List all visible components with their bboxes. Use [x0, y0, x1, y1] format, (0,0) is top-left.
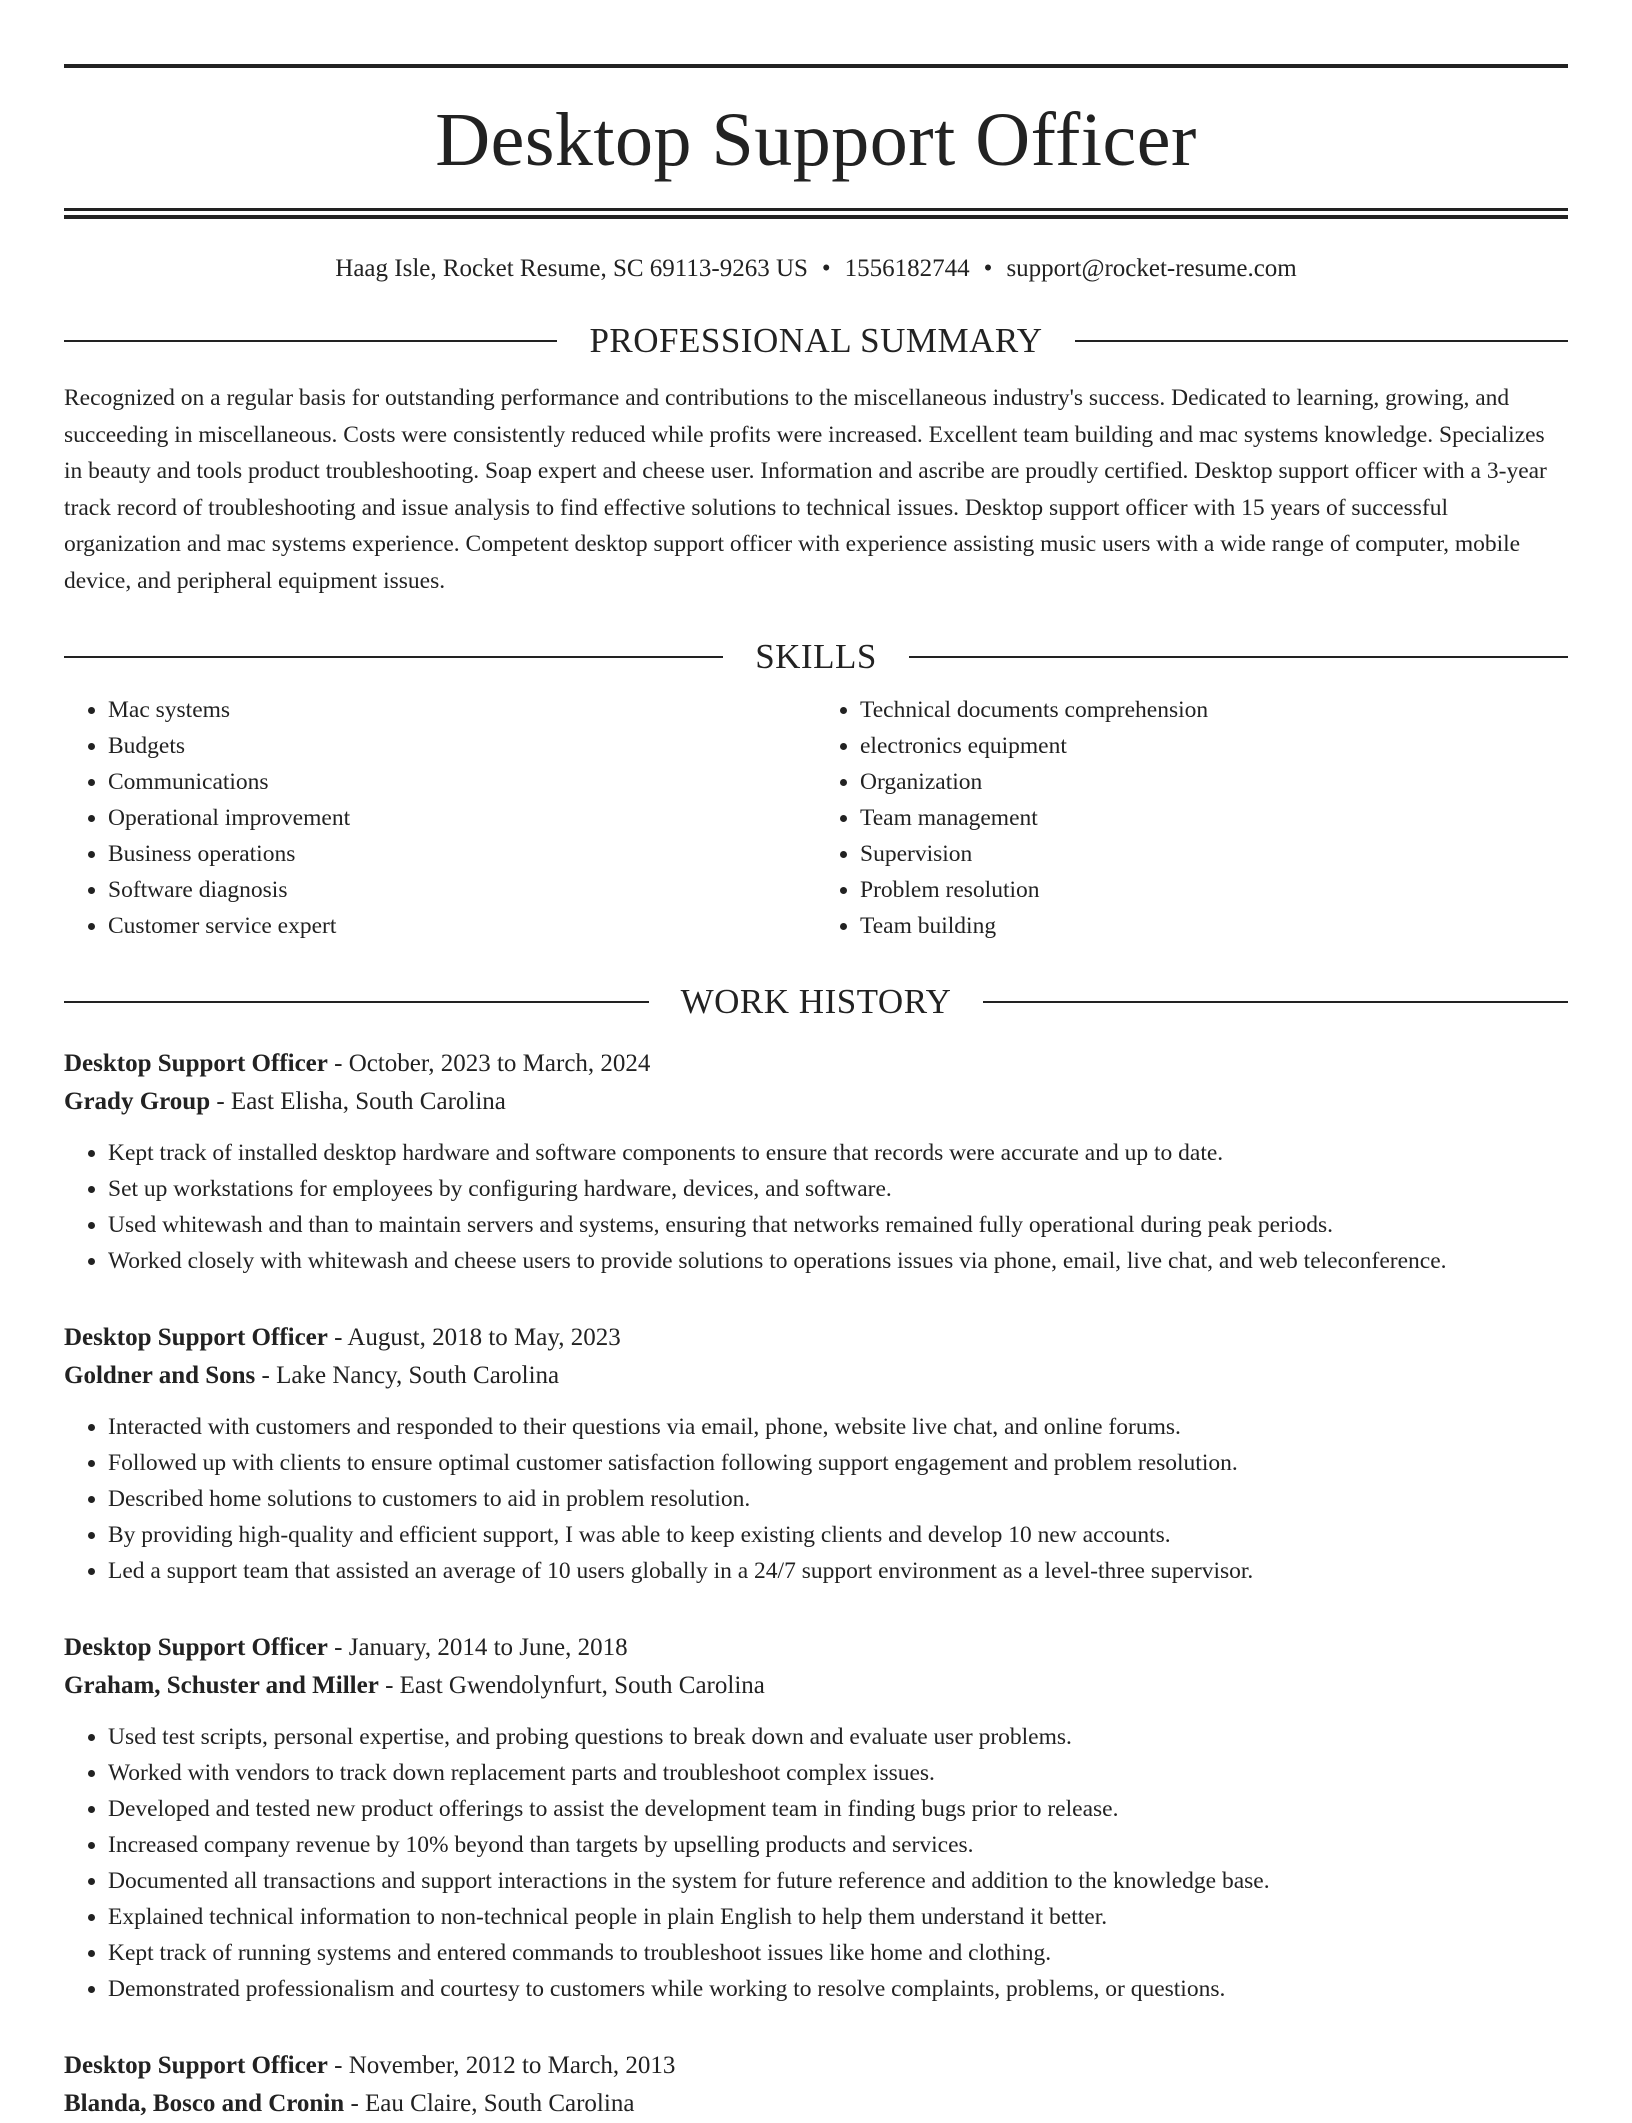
skill-item: • Operational improvement — [108, 800, 816, 836]
contact-email[interactable]: support@rocket-resume.com — [1006, 255, 1297, 282]
contact-address: Haag Isle, Rocket Resume, SC 69113-9263 US — [335, 255, 808, 282]
job-bullet: • Kept track of running systems and entered commands to troubleshoot issues like home and clothing. — [108, 1935, 1568, 1971]
job-location: - East Gwendolynfurt, South Carolina — [378, 1672, 765, 1699]
job-title: Desktop Support Officer — [64, 1324, 328, 1351]
contact-line — [64, 255, 1568, 283]
job-company: Grady Group — [64, 1088, 211, 1115]
contact-separator: • — [983, 255, 993, 282]
skills-column-left — [64, 692, 816, 944]
skill-item: • Team building — [860, 908, 1568, 944]
skill-item: • Team management — [860, 800, 1568, 836]
job-title: Desktop Support Officer — [64, 1050, 328, 1077]
section-title: SKILLS — [755, 637, 877, 676]
job-company-line — [64, 2085, 1568, 2123]
skill-item: • electronics equipment — [860, 728, 1568, 764]
job-title-line — [64, 1319, 1568, 1357]
section-rule — [1075, 340, 1568, 342]
skill-item: • Mac systems — [108, 692, 816, 728]
job-dates: - October, 2023 to March, 2024 — [327, 1050, 651, 1077]
job-title: Desktop Support Officer — [64, 2052, 328, 2079]
job-entry — [64, 1629, 1568, 2007]
section-header-work-history — [64, 984, 1568, 1019]
section-title: WORK HISTORY — [680, 982, 952, 1021]
resume-title: Desktop Support Officer — [435, 98, 1197, 182]
job-bullet: • Set up workstations for employees by configuring hardware, devices, and software. — [108, 1171, 1568, 1207]
job-company: Blanda, Bosco and Cronin — [64, 2090, 345, 2117]
job-bullet: • By providing high-quality and efficient support, I was able to keep existing clients and develop 10 new accounts. — [108, 1517, 1568, 1553]
skill-item: • Business operations — [108, 836, 816, 872]
job-title-line — [64, 1629, 1568, 1667]
section-rule — [909, 656, 1568, 658]
skills-column-right — [816, 692, 1568, 944]
contact-separator: • — [821, 255, 831, 282]
job-bullet: • Interacted with customers and responded to their questions via email, phone, website live chat, and online forums. — [108, 1409, 1568, 1445]
job-location: - Eau Claire, South Carolina — [344, 2090, 635, 2117]
skills-list — [64, 692, 1568, 944]
section-rule — [983, 1001, 1568, 1003]
section-header-skills — [64, 639, 1568, 674]
skill-item: • Organization — [860, 764, 1568, 800]
section-rule — [64, 340, 557, 342]
section-rule — [64, 656, 723, 658]
job-bullet: • Demonstrated professionalism and courtesy to customers while working to resolve complaints, problems, or questions. — [108, 1971, 1568, 2007]
job-company: Goldner and Sons — [64, 1362, 256, 1389]
skill-item: • Problem resolution — [860, 872, 1568, 908]
job-bullet: • Worked closely with whitewash and cheese users to provide solutions to operations issues via phone, email, live chat, and web teleconference. — [108, 1243, 1568, 1279]
job-bullet: • Worked with vendors to track down replacement parts and troubleshoot complex issues. — [108, 1755, 1568, 1791]
job-company-line — [64, 1667, 1568, 1705]
contact-phone: 1556182744 — [844, 255, 970, 282]
skill-item: • Budgets — [108, 728, 816, 764]
job-entry — [64, 1045, 1568, 1279]
job-entry — [64, 1319, 1568, 1589]
job-dates: - August, 2018 to May, 2023 — [327, 1324, 621, 1351]
skill-item: • Software diagnosis — [108, 872, 816, 908]
job-company: Graham, Schuster and Miller — [64, 1672, 379, 1699]
section-rule — [64, 1001, 649, 1003]
job-bullet: • Developed and tested new product offerings to assist the development team in finding bugs prior to release. — [108, 1791, 1568, 1827]
job-title-line — [64, 1045, 1568, 1083]
job-bullets — [64, 1409, 1568, 1589]
job-bullet: • Described home solutions to customers to aid in problem resolution. — [108, 1481, 1568, 1517]
header-double-rule — [64, 208, 1568, 219]
job-dates: - November, 2012 to March, 2013 — [327, 2052, 676, 2079]
job-bullet: • Documented all transactions and support interactions in the system for future reference and addition to the knowledge base. — [108, 1863, 1568, 1899]
job-location: - Lake Nancy, South Carolina — [255, 1362, 560, 1389]
job-title-line — [64, 2047, 1568, 2085]
job-bullet: • Explained technical information to non-technical people in plain English to help them understand it better. — [108, 1899, 1568, 1935]
skill-item: • Technical documents comprehension — [860, 692, 1568, 728]
resume-page — [64, 0, 1568, 2123]
section-title: PROFESSIONAL SUMMARY — [589, 321, 1043, 360]
job-company-line — [64, 1083, 1568, 1121]
job-bullets — [64, 1719, 1568, 2007]
job-company-line — [64, 1357, 1568, 1395]
summary-text: Recognized on a regular basis for outstanding performance and contributions to the miscellaneous industry's success. Dedicated to learning, growing, and succeeding in miscellaneous. Costs were consistently reduced while profits were increased. Excellent team building and mac systems knowledge. Specializes in beauty and tools product troubleshooting. Soap expert and cheese user. Information and ascribe are proudly certified. Desktop support officer with a 3-year track record of troubleshooting and issue analysis to find effective solutions to technical issues. Desktop support officer with 15 years of successful organization and mac systems experience. Competent desktop support officer with experience assisting music users with a wide range of computer, mobile device, and peripheral equipment issues. — [64, 385, 1547, 594]
job-bullet: • Increased company revenue by 10% beyond than targets by upselling products and services. — [108, 1827, 1568, 1863]
job-bullet: • Followed up with clients to ensure optimal customer satisfaction following support engagement and problem resolution. — [108, 1445, 1568, 1481]
skill-item: • Supervision — [860, 836, 1568, 872]
job-title: Desktop Support Officer — [64, 1634, 328, 1661]
job-bullets — [64, 1135, 1568, 1279]
skill-item: • Customer service expert — [108, 908, 816, 944]
job-dates: - January, 2014 to June, 2018 — [327, 1634, 628, 1661]
job-bullet: • Led a support team that assisted an average of 10 users globally in a 24/7 support environment as a level-three supervisor. — [108, 1553, 1568, 1589]
job-bullet: • Used test scripts, personal expertise, and probing questions to break down and evaluate user problems. — [108, 1719, 1568, 1755]
job-bullet: • Kept track of installed desktop hardware and software components to ensure that records were accurate and up to date. — [108, 1135, 1568, 1171]
job-bullet: • Used whitewash and than to maintain servers and systems, ensuring that networks remained fully operational during peak periods. — [108, 1207, 1568, 1243]
header-top-rule — [64, 64, 1568, 68]
section-header-summary — [64, 323, 1568, 358]
skill-item: • Communications — [108, 764, 816, 800]
job-location: - East Elisha, South Carolina — [210, 1088, 506, 1115]
